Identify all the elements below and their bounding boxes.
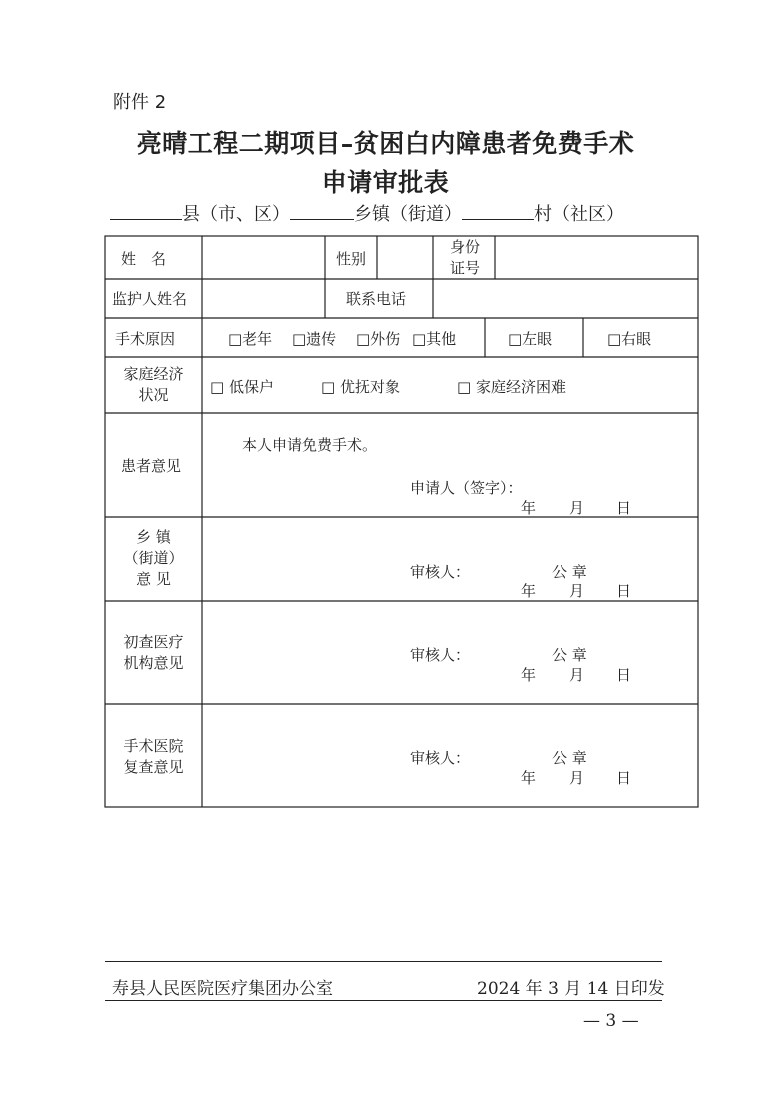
date-day: 日: [616, 499, 632, 517]
hospital-seal-label: 公 章: [552, 749, 587, 767]
id-label-line2: 证号: [449, 259, 480, 277]
footer-divider-bottom: [105, 1000, 662, 1001]
reason-option-injury[interactable]: □外伤: [356, 330, 401, 348]
date-month: 月: [569, 582, 585, 600]
econ-label: [107, 364, 200, 406]
page-number: — 3 —: [583, 1011, 639, 1031]
initial-seal-label: 公 章: [552, 646, 587, 664]
date-year: 年: [521, 582, 537, 600]
footer-date: 2024 年 3 月 14 日印发: [477, 979, 665, 999]
date-month: 月: [569, 499, 585, 517]
econ-option-hardship[interactable]: □ 家庭经济困难: [457, 378, 566, 396]
date-day: 日: [616, 666, 632, 684]
phone-field[interactable]: [434, 280, 697, 317]
initial-label-line2: 机构意见: [123, 654, 184, 672]
reason-option-other[interactable]: □其他: [412, 330, 457, 348]
id-number-field[interactable]: [496, 237, 697, 278]
econ-label-line2: 状况: [138, 386, 169, 404]
econ-label-line1: 家庭经济: [123, 365, 184, 383]
initial-reviewer-label[interactable]: 审核人：: [410, 646, 471, 664]
town-label-line2: （街道）: [123, 549, 184, 567]
id-label: [440, 237, 490, 279]
town-blank[interactable]: [290, 201, 354, 220]
form-title: 亮晴工程二期项目–贫困白内障患者免费手术: [136, 129, 635, 158]
date-year: 年: [521, 499, 537, 517]
patient-statement: 本人申请免费手术。: [242, 436, 378, 454]
date-month: 月: [569, 769, 585, 787]
attachment-label: 附件 2: [113, 92, 167, 113]
guardian-field[interactable]: [203, 280, 324, 317]
guardian-label: 监护人姓名: [112, 290, 188, 308]
gender-label: 性别: [336, 250, 367, 268]
town-label-line3: 意 见: [136, 570, 171, 588]
reason-option-old[interactable]: □老年: [228, 330, 273, 348]
applicant-signature-label[interactable]: 申请人（签字）：: [410, 479, 523, 497]
footer-issuer: 寿县人民医院医疗集团办公室: [112, 979, 333, 999]
eye-right-checkbox[interactable]: □右眼: [607, 330, 652, 348]
id-label-line1: 身份: [449, 238, 480, 256]
hospital-label-line2: 复查意见: [123, 758, 184, 776]
gender-field[interactable]: [378, 237, 432, 278]
hospital-label-line1: 手术医院: [123, 737, 184, 755]
reason-label: 手术原因: [115, 330, 176, 348]
hospital-review-label: [107, 736, 200, 778]
econ-option-subsidy[interactable]: □ 低保户: [210, 378, 274, 396]
initial-check-label: [107, 632, 200, 674]
town-opinion-label: [107, 527, 200, 590]
region-line: [110, 200, 624, 226]
econ-option-veteran[interactable]: □ 优抚对象: [321, 378, 400, 396]
county-label: 县（市、区）: [182, 204, 290, 225]
form-subtitle: 申请审批表: [321, 168, 450, 197]
date-month: 月: [569, 666, 585, 684]
date-year: 年: [521, 666, 537, 684]
town-seal-label: 公 章: [552, 563, 587, 581]
reason-option-genetic[interactable]: □遗传: [292, 330, 337, 348]
village-blank[interactable]: [462, 201, 534, 220]
village-label: 村（社区）: [534, 204, 624, 225]
table-border: [105, 236, 698, 807]
town-label-line1: 乡 镇: [136, 528, 171, 546]
date-day: 日: [616, 582, 632, 600]
county-blank[interactable]: [110, 201, 182, 220]
footer-divider-top: [105, 961, 662, 962]
town-reviewer-label[interactable]: 审核人：: [410, 563, 471, 581]
date-day: 日: [616, 769, 632, 787]
initial-label-line1: 初查医疗: [123, 633, 184, 651]
date-year: 年: [521, 769, 537, 787]
name-field[interactable]: [203, 237, 324, 278]
name-label: 姓 名: [121, 250, 167, 268]
hospital-reviewer-label[interactable]: 审核人：: [410, 749, 471, 767]
patient-opinion-label: 患者意见: [121, 457, 182, 475]
town-label: 乡镇（街道）: [354, 204, 462, 225]
eye-left-checkbox[interactable]: □左眼: [508, 330, 553, 348]
phone-label: 联系电话: [346, 290, 407, 308]
